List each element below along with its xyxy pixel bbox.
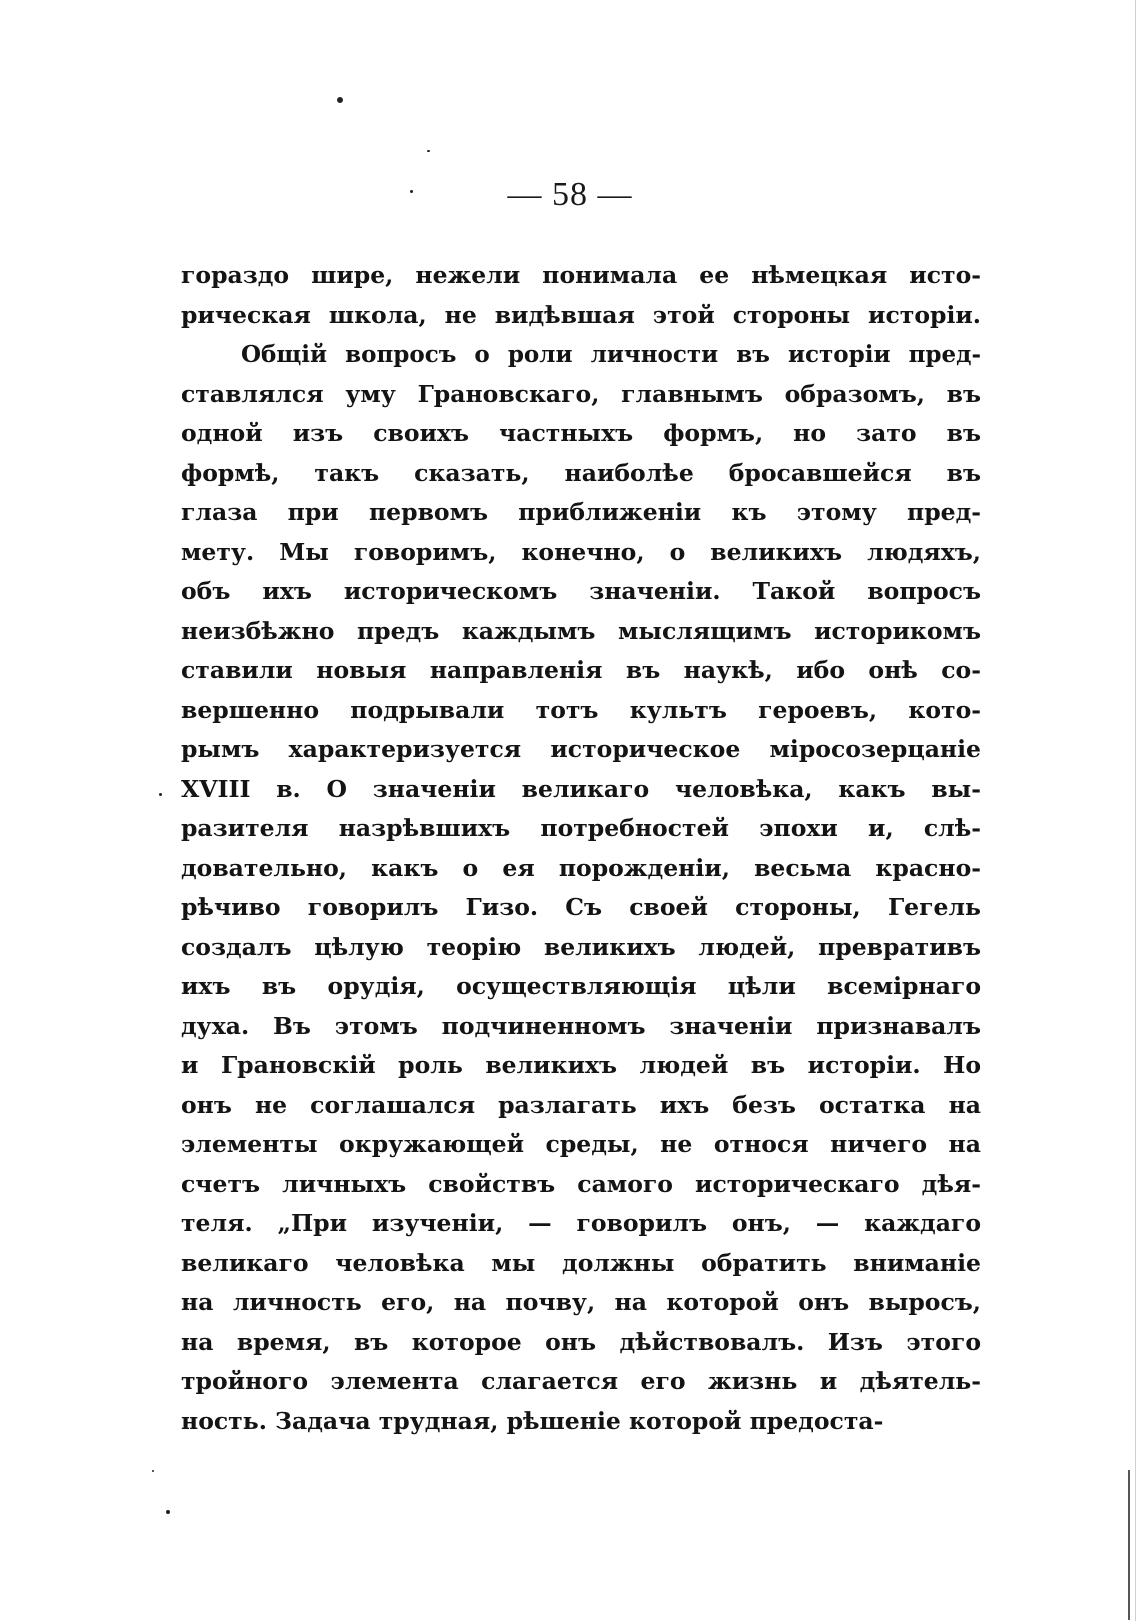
text-line: ность. Задача трудная, рѣшеніе которой предоста- [181, 1406, 884, 1435]
text-line: неизбѣжно предъ каждымъ мыслящимъ историкомъ [181, 616, 981, 645]
scan-speck [159, 793, 162, 796]
scan-speck [410, 190, 413, 193]
text-line: гораздо шире, нежели понимала ее нѣмецкая исто- [181, 261, 981, 289]
text-line: онъ не соглашался разлагать ихъ безъ остатка на [181, 1090, 981, 1119]
scan-speck [166, 1510, 170, 1514]
scan-speck [152, 1470, 154, 1472]
scan-speck [337, 97, 343, 103]
text-line: довательно, какъ о ея порожденіи, весьма красно- [181, 853, 981, 882]
text-line: ставлялся уму Грановскаго, главнымъ образомъ, въ [181, 379, 981, 408]
text-line: счетъ личныхъ свойствъ самого историческаго дѣя- [181, 1169, 981, 1198]
text-line: объ ихъ историческомъ значеніи. Такой вопросъ [181, 577, 981, 605]
scan-edge [1135, 0, 1136, 1621]
page-number: — 58 — [507, 176, 633, 213]
text-line: разителя назрѣвшихъ потребностей эпохи и, слѣ- [181, 814, 981, 842]
text-line: на личность его, на почву, на которой онъ выросъ, [181, 1288, 981, 1316]
text-line: великаго человѣка мы должны обратить вниманіе [181, 1248, 981, 1277]
text-line: и Грановскій роль великихъ людей въ исторіи. Но [181, 1051, 981, 1079]
text-line: на время, въ которое онъ дѣйствовалъ. Изъ этого [181, 1327, 981, 1356]
text-line: Общій вопросъ о роли личности въ исторіи пред- [241, 341, 981, 368]
text-line: мету. Мы говоримъ, конечно, о великихъ людяхъ, [181, 537, 981, 566]
text-line: рическая школа, не видѣвшая этой стороны исторіи. [181, 300, 981, 329]
text-line: вершенно подрывали тотъ культъ героевъ, кото- [181, 695, 981, 724]
body-text [181, 256, 981, 1441]
text-line: формѣ, такъ сказать, наиболѣе бросавшейся въ [181, 458, 981, 487]
text-line: ихъ въ орудія, осуществляющія цѣли всемірнаго [181, 972, 981, 1000]
text-line: ставили новыя направленія въ наукѣ, ибо онѣ со- [181, 656, 981, 684]
text-line: духа. Въ этомъ подчиненномъ значеніи признавалъ [181, 1011, 981, 1040]
text-line: глаза при первомъ приближеніи къ этому пред- [181, 498, 981, 526]
text-line: создалъ цѣлую теорію великихъ людей, превративъ [181, 932, 981, 961]
text-line: теля. „При изученіи, — говорилъ онъ, — каждаго [181, 1209, 981, 1237]
text-line: рѣчиво говорилъ Гизо. Съ своей стороны, Гегель [181, 893, 981, 921]
text-line: элементы окружающей среды, не относя ничего на [181, 1130, 981, 1158]
scan-speck [427, 150, 430, 152]
text-line: рымъ характеризуется историческое міросозерцаніе [181, 735, 981, 763]
text-line: XVIII в. О значеніи великаго человѣка, какъ вы- [181, 774, 981, 803]
text-line: одной изъ своихъ частныхъ формъ, но зато въ [181, 419, 981, 447]
text-line: тройного элемента слагается его жизнь и дѣятель- [181, 1367, 981, 1395]
scan-edge [1128, 1470, 1130, 1620]
